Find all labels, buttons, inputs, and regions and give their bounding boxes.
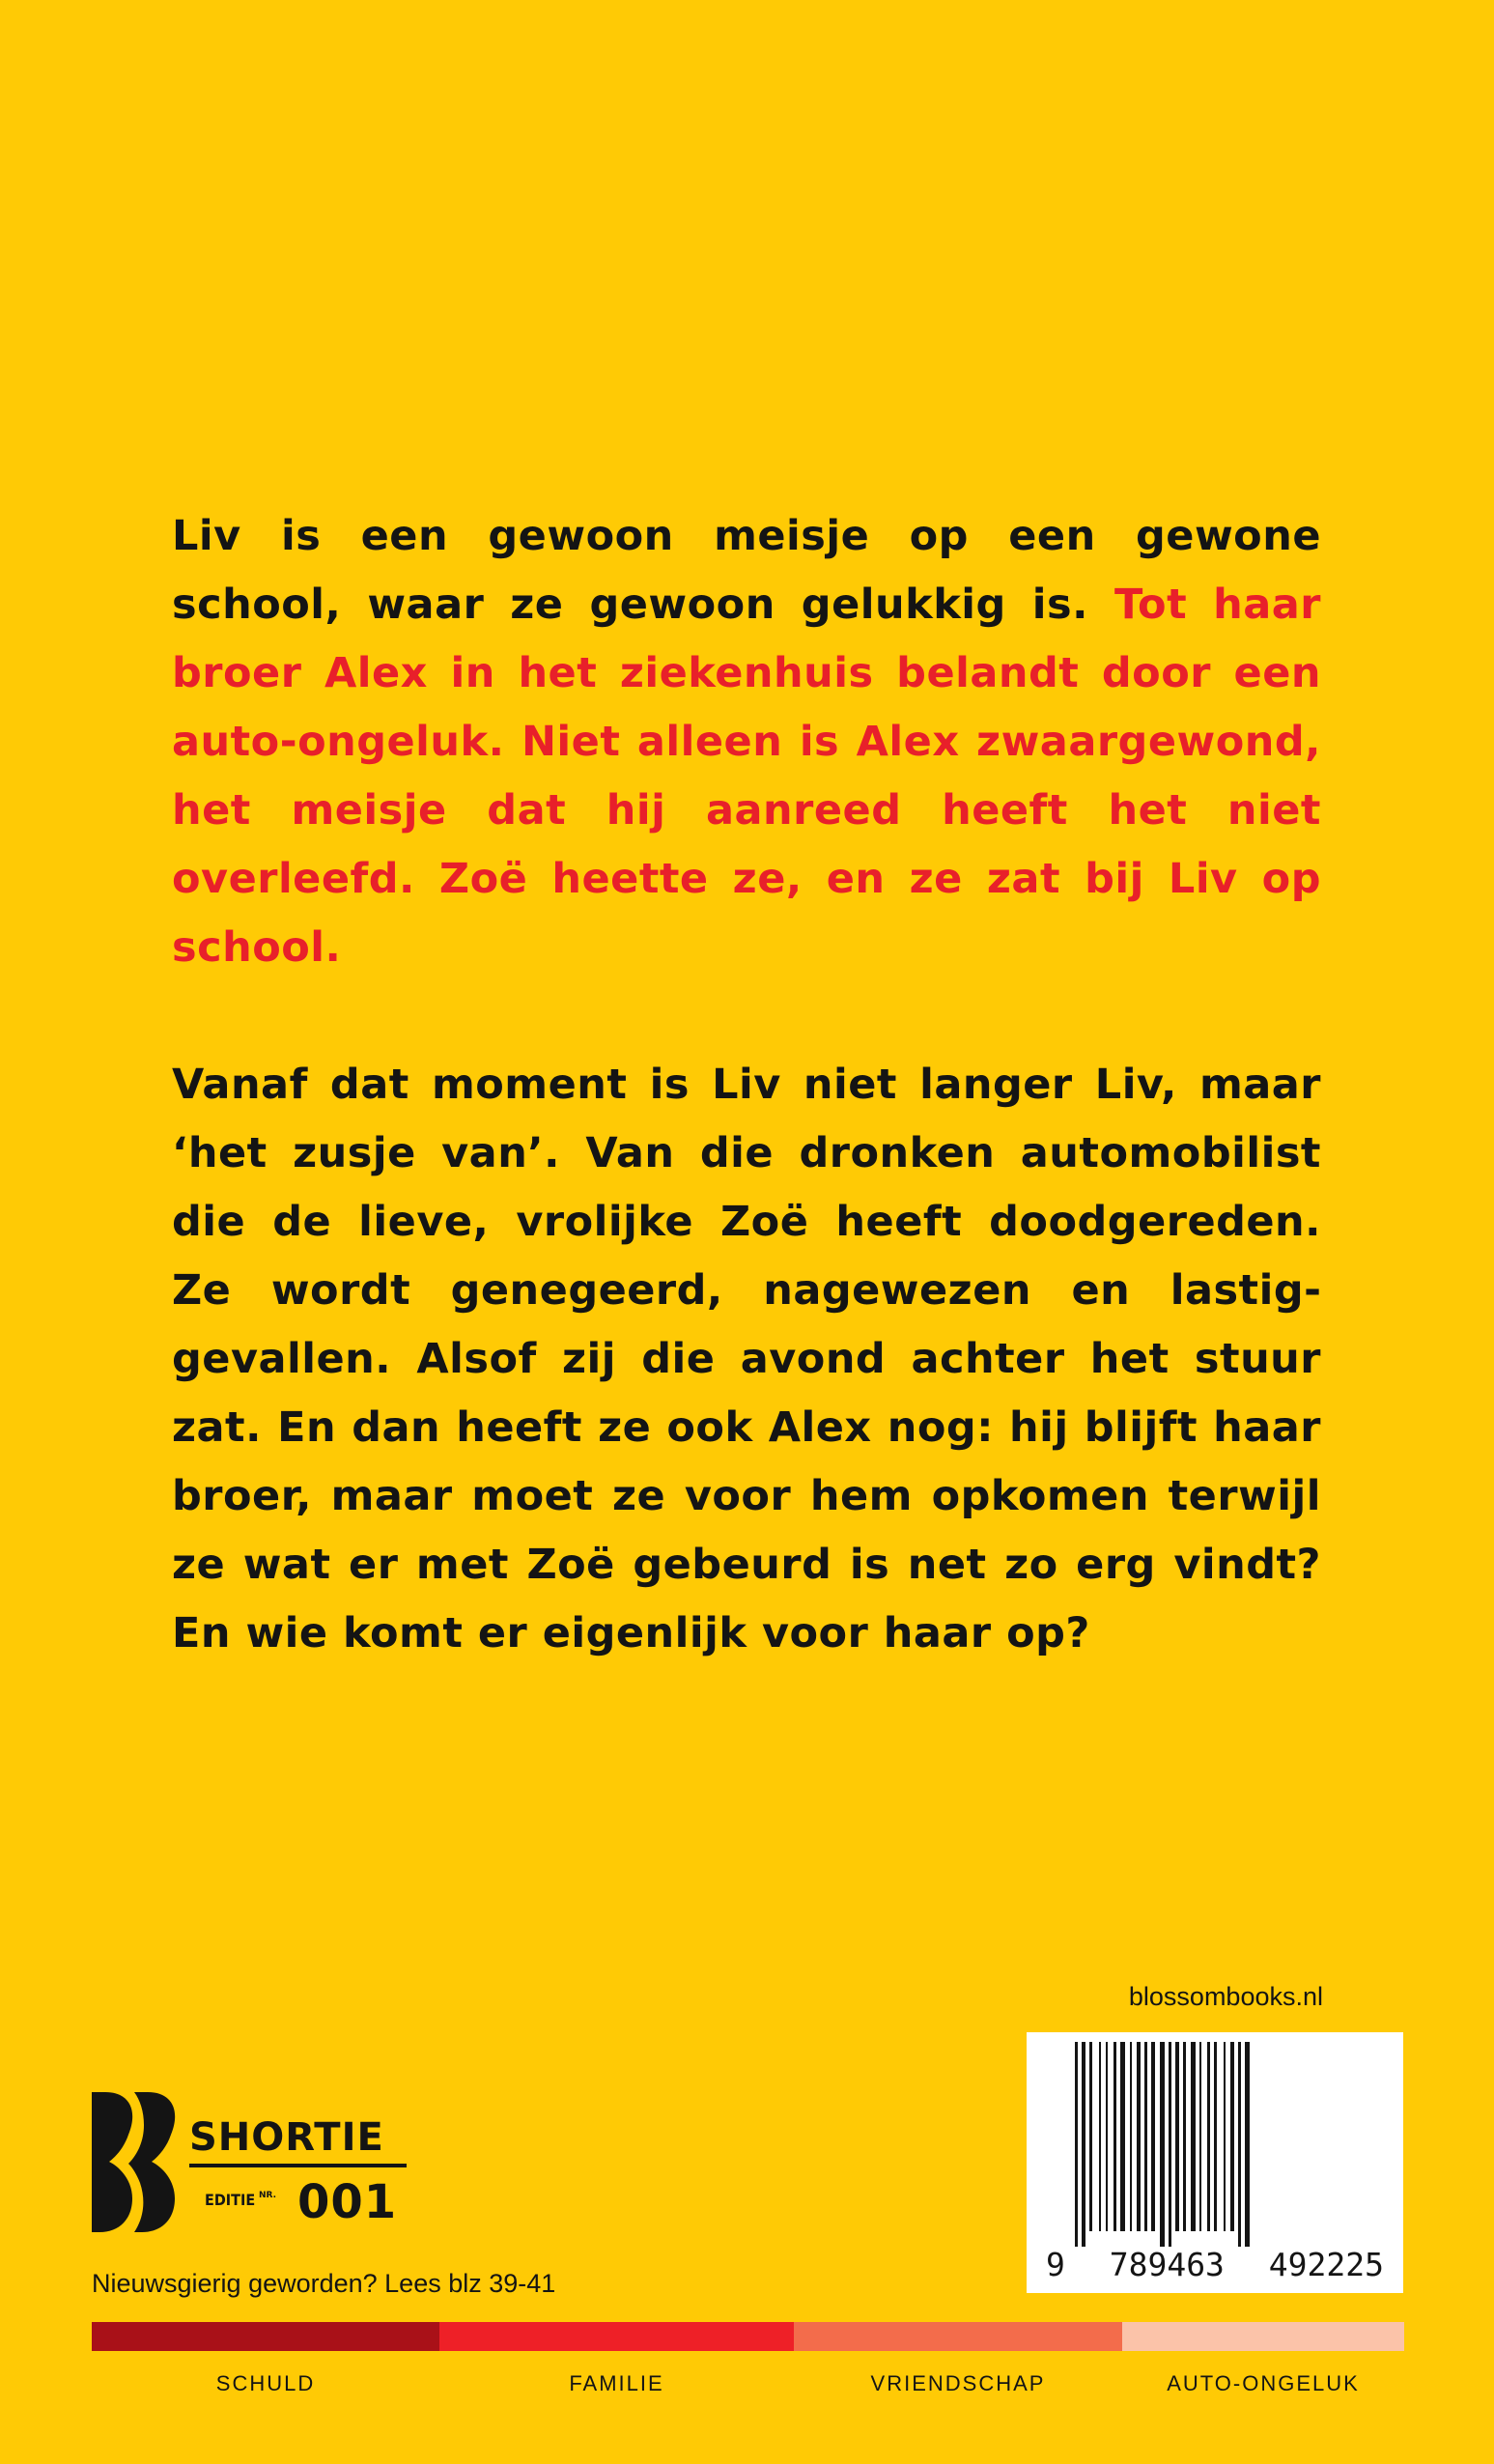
theme-label-schuld: SCHULD bbox=[215, 2371, 316, 2395]
isbn-barcode bbox=[1027, 2032, 1403, 2293]
theme-segment-vriendschap bbox=[794, 2322, 1122, 2351]
barcode-bar bbox=[1207, 2042, 1210, 2231]
publisher-website[interactable]: blossombooks.nl bbox=[1128, 1982, 1323, 2011]
teaser-text: Nieuwsgierig geworden? Lees blz 39-41 bbox=[92, 2269, 556, 2298]
barcode-bar bbox=[1151, 2042, 1155, 2231]
barcode-bar bbox=[1224, 2042, 1226, 2231]
blossom-books-logo-icon bbox=[92, 2092, 183, 2232]
blurb-paragraph-2: Vanaf dat moment is Liv niet langer Liv, maar ‘het zusje van’. Van die dronken automobilist die de lieve, vrolijke Zoë heeft doodgereden. Ze wordt genegeerd, nagewezen en lastiggevallen. Alsof zij die avond achter het stuur zat. En dan heeft ze ook Alex nog: hij blijft haar broer, maar moet ze voor hem opkomen terwijl ze wat er met Zoë gebeurd is net zo erg vindt? En wie komt er eigenlijk voor haar op? bbox=[172, 1061, 1321, 1657]
isbn-prefix: 9 bbox=[1046, 2246, 1065, 2283]
barcode-bar bbox=[1160, 2042, 1165, 2247]
barcode-bar bbox=[1191, 2042, 1196, 2231]
back-cover-blurb bbox=[172, 502, 1321, 1668]
blurb-intro: Liv is een gewoon meisje op een gewone school, waar ze gewoon gelukkig is. bbox=[172, 512, 1321, 629]
barcode-bar bbox=[1175, 2042, 1179, 2231]
barcode-bar bbox=[1169, 2042, 1171, 2247]
isbn-number bbox=[1046, 2246, 1384, 2283]
barcode-bar bbox=[1245, 2042, 1250, 2247]
theme-segment-auto-ongeluk bbox=[1122, 2322, 1404, 2351]
theme-label-familie: FAMILIE bbox=[569, 2371, 664, 2395]
edition-label: EDITIE bbox=[205, 2191, 256, 2209]
barcode-bar bbox=[1113, 2042, 1116, 2231]
barcode-bar bbox=[1089, 2042, 1092, 2231]
blurb-paragraph-1 bbox=[172, 502, 1321, 982]
barcode-bar bbox=[1082, 2042, 1085, 2247]
isbn-group-2: 492225 bbox=[1268, 2246, 1384, 2283]
barcode-bar bbox=[1214, 2042, 1217, 2231]
theme-labels bbox=[92, 2371, 1403, 2400]
theme-segment-schuld bbox=[92, 2322, 439, 2351]
barcode-bar bbox=[1099, 2042, 1101, 2231]
barcode-bar bbox=[1230, 2042, 1234, 2231]
edition-number: 001 bbox=[297, 2175, 398, 2229]
barcode-bar bbox=[1075, 2042, 1078, 2247]
barcode-bar bbox=[1130, 2042, 1132, 2231]
logo-divider bbox=[189, 2164, 407, 2167]
theme-segment-familie bbox=[439, 2322, 794, 2351]
edition-nr-label: NR. bbox=[259, 2191, 277, 2200]
barcode-bar bbox=[1183, 2042, 1186, 2231]
theme-color-bar bbox=[92, 2322, 1404, 2351]
theme-label-vriendschap: VRIENDSCHAP bbox=[870, 2371, 1046, 2395]
barcode-bar bbox=[1120, 2042, 1125, 2231]
blurb-highlight: Tot haar broer Alex in het ziekenhuis belandt door een auto-ongeluk. Niet alleen is Alex zwaargewond, het meisje dat hij aanreed heeft het niet overleefd. Zoë heette ze, en ze zat bij Liv op school. bbox=[172, 581, 1321, 972]
barcode-bars bbox=[1075, 2042, 1355, 2247]
theme-label-auto-ongeluk: AUTO-ONGELUK bbox=[1167, 2371, 1360, 2395]
barcode-bar bbox=[1199, 2042, 1201, 2231]
barcode-bar bbox=[1238, 2042, 1241, 2247]
barcode-bar bbox=[1144, 2042, 1147, 2231]
barcode-bar bbox=[1106, 2042, 1108, 2231]
series-name: SHORTIE bbox=[189, 2115, 384, 2160]
isbn-group-1: 789463 bbox=[1109, 2246, 1225, 2283]
barcode-bar bbox=[1137, 2042, 1141, 2231]
